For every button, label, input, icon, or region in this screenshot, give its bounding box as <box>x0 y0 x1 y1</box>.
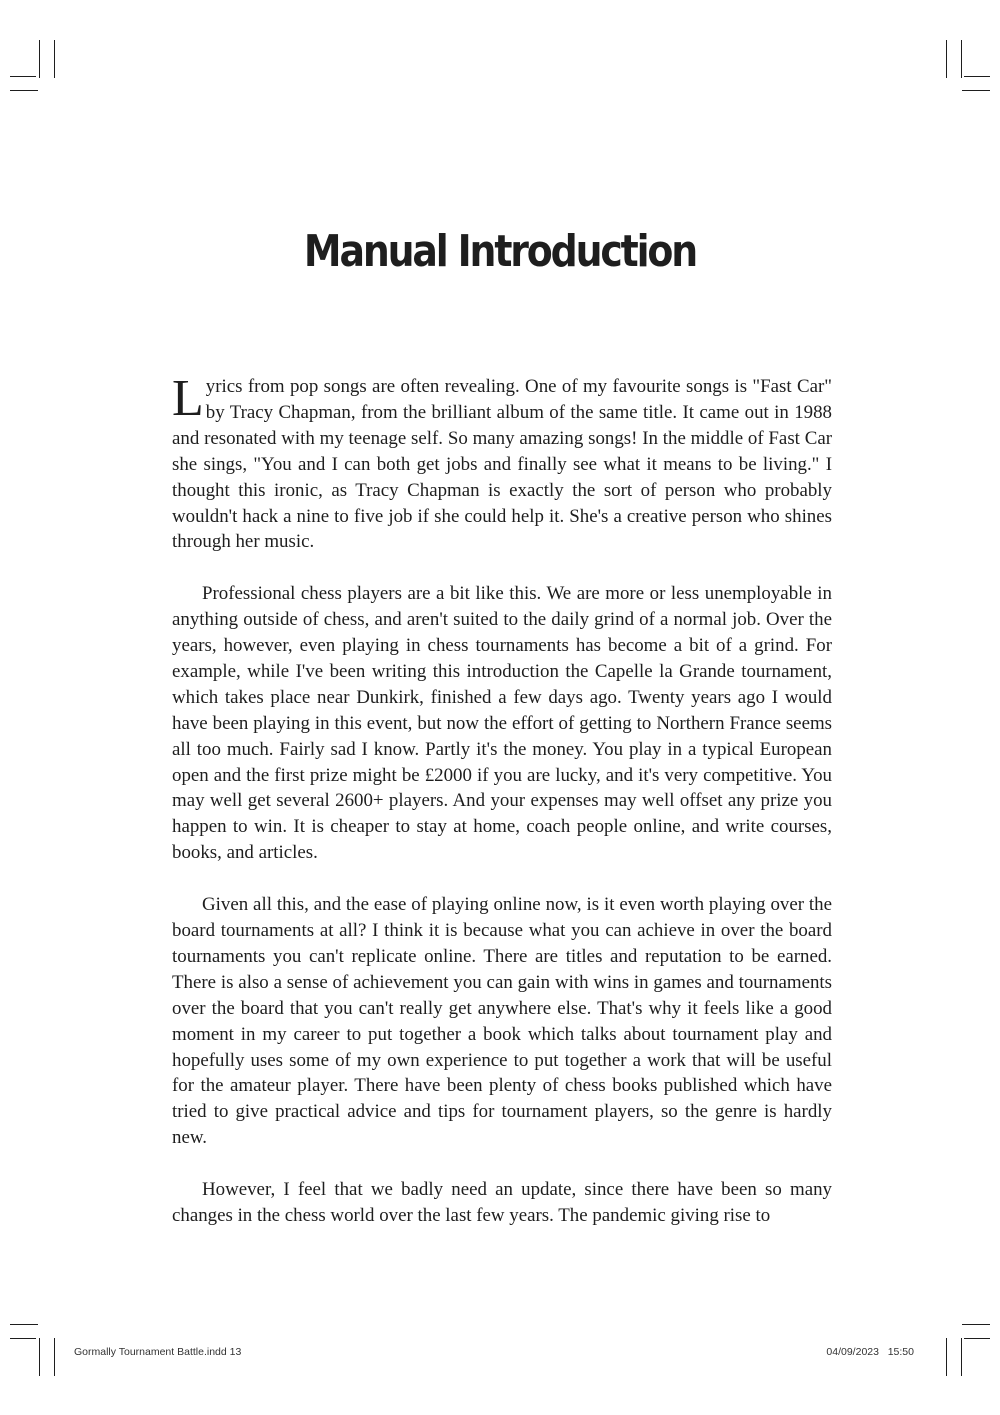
crop-mark <box>962 1324 990 1325</box>
crop-mark <box>10 76 36 77</box>
crop-mark <box>964 1338 990 1339</box>
body-text <box>172 370 832 1229</box>
crop-mark <box>54 40 55 78</box>
crop-mark <box>54 1338 55 1376</box>
crop-mark <box>10 1324 38 1325</box>
paragraph-1-text: yrics from pop songs are often revealing. One of my favourite songs is "Fast Car" by Tracy Chapman, from the brilliant album of the same title. It came out in 1988 and resonated with my teenage self. So many amazing songs! In the middle of Fast Car she sings, "You and I can both get jobs and finally see what it means to be living." I thought this ironic, as Tracy Chapman is exactly the sort of person who probably wouldn't hack a nine to five job if she could help it. She's a creative person who shines through her music. <box>172 376 832 553</box>
crop-mark <box>10 90 38 91</box>
footer-file-info: Gormally Tournament Battle.indd 13 <box>74 1346 242 1358</box>
crop-mark <box>10 1338 36 1339</box>
paragraph-3: Given all this, and the ease of playing online now, is it even worth playing over the board tournaments at all? I think it is because what you can achieve in over the board tournaments you can't replicate online. There are titles and reputation to be earned. There is also a sense of achievement you can gain with wins in games and tournaments over the board that you can't really get anywhere else. That's why it feels like a good moment in my career to put together a book which talks about tournament play and hopefully uses some of my own experience to put together a work that will be useful for the amateur player. There have been plenty of chess books published which have tried to give practical advice and tips for tournament players, so the genre is hardly new. <box>172 894 832 1149</box>
drop-cap: L <box>172 370 204 427</box>
footer-datetime: 04/09/2023 15:50 <box>826 1346 914 1358</box>
crop-mark <box>964 76 990 77</box>
crop-mark <box>39 40 40 78</box>
crop-mark <box>946 1338 947 1376</box>
paragraph-1 <box>172 370 832 555</box>
crop-mark <box>961 1338 962 1376</box>
crop-mark <box>962 90 990 91</box>
paragraph-2: Professional chess players are a bit like this. We are more or less unemployable in anything outside of chess, and aren't suited to the daily grind of a normal job. Over the years, however, even playing in chess tournaments has become a bit of a grind. For example, while I've been writing this introduction the Capelle la Grande tournament, which takes place near Dunkirk, finished a few days ago. Twenty years ago I would have been playing in this event, but now the effort of getting to Northern France seems all too much. Fairly sad I know. Partly it's the money. You play in a typical European open and the first prize might be £2000 if you are lucky, and it's very competitive. You may well get several 2600+ players. And your expenses may well offset any prize you happen to win. It is cheaper to stay at home, coach people online, and write courses, books, and articles. <box>172 583 832 864</box>
paragraph-4: However, I feel that we badly need an update, since there have been so many changes in the chess world over the last few years. The pandemic giving rise to <box>172 1179 832 1226</box>
crop-mark <box>961 40 962 78</box>
page-title: Manual Introduction <box>303 226 697 277</box>
crop-mark <box>39 1338 40 1376</box>
crop-mark <box>946 40 947 78</box>
